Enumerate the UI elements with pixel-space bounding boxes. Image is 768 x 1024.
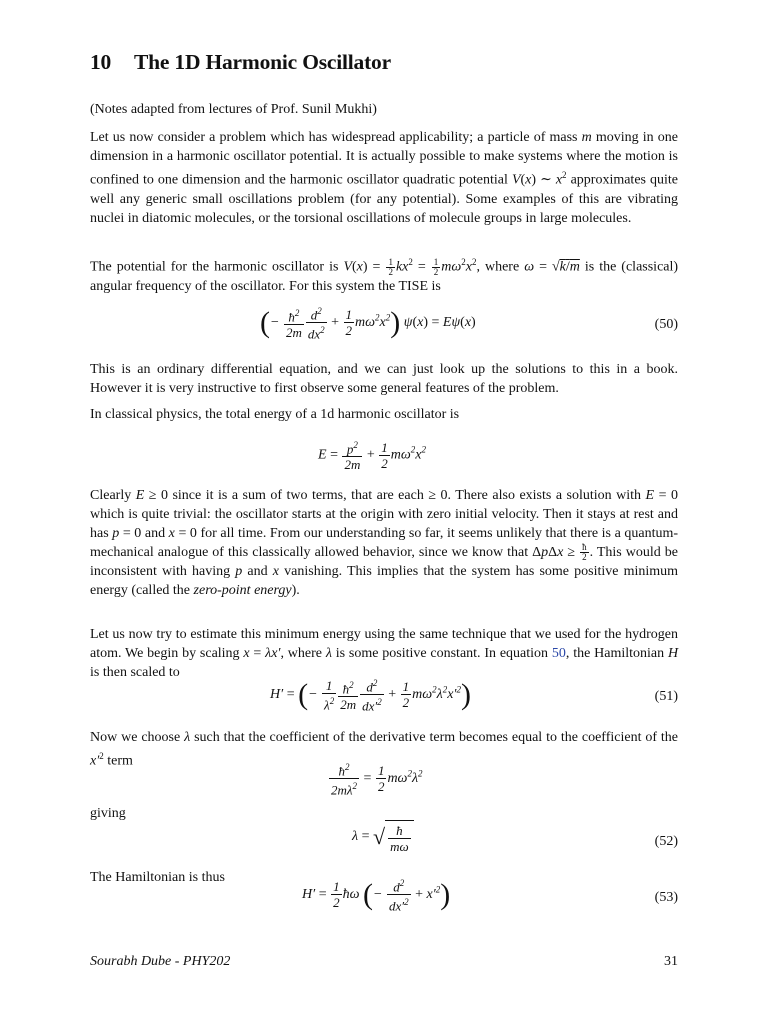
paragraph-ode: This is an ordinary differential equation, and we can just look up the solutions to this in a book. However it is very instructive to first observe some general features of the problem. — [90, 362, 678, 396]
section-heading — [90, 50, 391, 75]
equation-53: H′ = $\frac{1}{2}$ ħω (− $\frac{d^2}{dx'^2}$ + $x'^2$) (53) — [302, 877, 678, 914]
section-number: 10 — [90, 50, 112, 74]
equation-50: (− $\frac{ħ^2}{2m}$ $\frac{d^2}{dx^2}$ + $\frac{1}{2}$ $m\omega^2x^2$) ψ(x) = Eψ(x) (50) — [260, 305, 678, 342]
paragraph-zero-point: Clearly E ≥ 0 since it is a sum of two terms, that are each ≥ 0. There also exists a solution with E = 0 which is quite trivial: the oscillator starts at the origin with zero initial velocity. Then it stays at rest and has p = 0 and x = 0 for all time. From our understanding so far, it seems unlikely that there is a quantum-mechanical analogue of this classically allowed behavior, since we know that ΔpΔx ≥ $\frac{ħ}{2}$ . This would be inconsistent with having p and x vanishing. This implies that the system has some positive minimum energy (called the zero-point energy). — [90, 488, 679, 599]
paragraph-choose-lambda: Now we choose λ such that the coefficient of the derivative term becomes equal to the coefficient of the $x'^2$ term — [90, 730, 679, 769]
footer-author: Sourabh Dube - PHY202 — [90, 954, 231, 969]
equation-link[interactable]: 50 — [551, 646, 566, 661]
equation-52: λ = √ $\frac{ħ}{m\omega}$ (52) — [90, 820, 678, 864]
document-page — [90, 0, 678, 1024]
page-number: 31 — [664, 954, 678, 969]
section-title: The 1D Harmonic Oscillator — [134, 50, 391, 74]
equation-tag: (51) — [654, 689, 678, 704]
equation-51: H′ = (− $\frac{1}{\lambda^2}$ $\frac{ħ^2}{2m}$ $\frac{d^2}{dx'^2}$ + $\frac{1}{2}$ $m\omega^2\lambda^2x'^2$) (51) — [270, 677, 678, 714]
paragraph-giving: giving — [90, 806, 126, 821]
equation-energy: E = $\frac{p^2}{2m}$ + $\frac{1}{2}$ $m\omega^2x^2$ — [318, 439, 426, 473]
paragraph-intro: Let us now consider a problem which has widespread applicability; a particle of mass m moving in one dimension in a harmonic oscillator potential. It is actually possible to make systems where the motion is confined to one dimension and the harmonic oscillator quadratic potential V(x) ∼ $x^2$ approximates quite well any generic small oscillations problem (for any potential). Some examples of this are vibrating nuclei in diatomic molecules, or the torsional oscillations of molecule groups in large molecules. — [90, 130, 678, 226]
attribution-note: (Notes adapted from lectures of Prof. Sunil Mukhi) — [90, 102, 377, 117]
equation-tag: (50) — [654, 317, 678, 332]
paragraph-scaling: Let us now try to estimate this minimum energy using the same technique that we used for the hydrogen atom. We begin by scaling x = λx′, where λ is some positive constant. In equation 50, the Hamiltonian H is then scaled to — [90, 627, 679, 680]
equation-coefficient: $\frac{ħ^2}{2m\lambda^2}$ = $\frac{1}{2}$ $m\omega^2\lambda^2$ — [331, 762, 423, 798]
equation-tag: (52) — [654, 834, 678, 849]
paragraph-potential: The potential for the harmonic oscillator is V(x) = $\frac{1}{2}$ $kx^2$ = $\frac{1}{2}$ $m\omega^2x^2$, where ω = √k/m is the (classical) angular frequency of the oscillator. For this system the TISE is — [90, 256, 679, 294]
equation-tag: (53) — [654, 890, 678, 905]
paragraph-hamiltonian: The Hamiltonian is thus — [90, 870, 225, 885]
paragraph-classical: In classical physics, the total energy of a 1d harmonic oscillator is — [90, 407, 460, 422]
